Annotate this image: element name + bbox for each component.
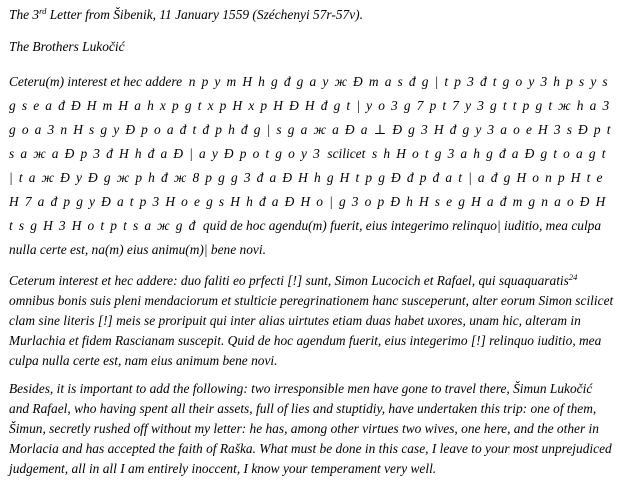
latin-text-part2: omnibus bonis suis pleni mendaciorum et stulticie peregrinationem hanc susceperunt, alter eorum Simon scilicet clam sine literis [!] meis se proripuit qui inter alias uirtutes etiam duas habet uxores, unam hic, alteram in Murlachia et fidem Rascianam suscepit. Quid de hoc agendum fuerit, eius integerimo [!] relinquo iuditio, mea culpa nulla certe est, nam eius animum bene novi. bbox=[9, 293, 614, 368]
cipher-mid-text: scilicet bbox=[327, 146, 366, 161]
footnote-marker: 24 bbox=[568, 272, 578, 282]
latin-text-part1: Ceterum interest et hec addere: duo faliti eo prfecti [!] sunt, Simon Lucocich et Rafael, qui squaquaratis bbox=[9, 273, 569, 288]
document-page bbox=[9, 6, 615, 479]
letter-title bbox=[9, 6, 615, 24]
ordinal-suffix: rd bbox=[39, 6, 47, 16]
letter-title-rest: Letter from Šibenik, 11 January 1559 (Széchenyi 57r-57v). bbox=[46, 7, 363, 22]
letter-title-prefix: The 3 bbox=[9, 7, 40, 22]
latin-paragraph bbox=[9, 271, 615, 371]
cipher-glyphs-b: s h H o t g 3 a h g đ a Đ g t o a g t | t a ж Đ y Đ g ж p h đ ж 8 p g g 3 đ a Đ H h g H t p g Đ đ p đ a t | a đ g H o n p H t e H 7 a đ p g y Đ a t p 3 H o e g s H h đ a Đ H o | g 3 o p Đ h H s e g H a đ m g n a o Đ H t s g H 3 H o t p t s a ж g đ bbox=[9, 146, 607, 233]
english-paragraph: Besides, it is important to add the following: two irresponsible men have gone to travel there, Šimun Lukočić and Rafael, who having spent all their assets, full of lies and stuptidiy, have undertaken this trip: one of them, Šimun, secretly rushed off without my letter: he has, among other virtues two wives, one here, and the other in Morlacia and has accepted the faith of Raška. What must be done in this case, I leave to your most unprejudiced judgement, all in all I am entirely inoccent, I know your temperament very well. bbox=[9, 381, 612, 476]
section-title: The Brothers Lukočić bbox=[9, 39, 125, 54]
cipher-paragraph bbox=[9, 70, 615, 262]
cipher-tail-text: quid de hoc agendu(m) fuerit, eius integerimo relinquo| iuditio, mea culpa nulla certe est, na(m) eius animu(m)| bene novi. bbox=[9, 218, 602, 257]
cipher-lead-text: Ceteru(m) interest et hec addere bbox=[9, 74, 183, 89]
cipher-glyphs-a: n p y m H h g đ g a y ж Đ m a s đ g | t p 3 đ t g o y 3 h p s y s g s e a đ Đ H m H a h x p g t x p H x p H Đ H đ g t | y o 3 g 7 p t 7 y 3 g t t p g t ж h a 3 g o a 3 n H s g y Đ p o a đ t đ p h đ g | s g a ж a Đ a ⊥ Đ g 3 H đ g y 3 a o e H 3 s Đ p t s a ж a Đ p 3 đ H h đ a Đ | a y Đ p o t g o y 3 bbox=[9, 74, 612, 161]
